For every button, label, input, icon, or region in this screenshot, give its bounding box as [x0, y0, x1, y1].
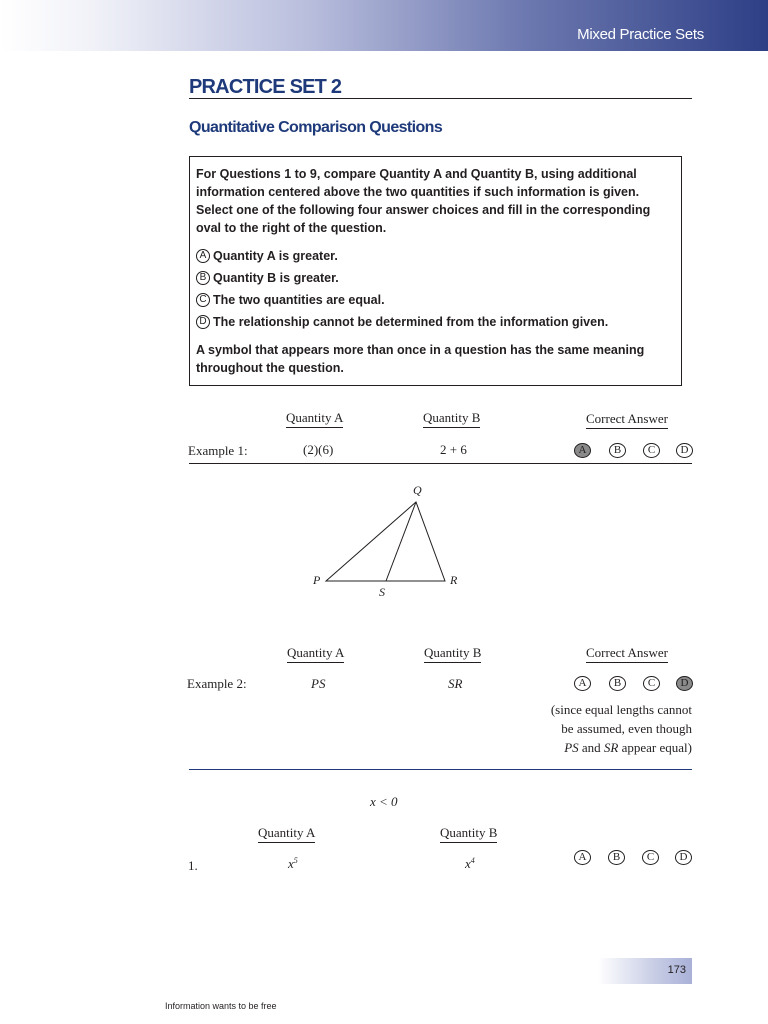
label-s: S: [379, 585, 385, 599]
note-and: and: [578, 740, 604, 755]
example2-note-line2: be assumed, even though: [561, 721, 692, 736]
example2-answer-header: Correct Answer: [586, 645, 668, 663]
page-number-tab: [598, 958, 692, 984]
question1-quantity-b-header: Quantity B: [440, 825, 497, 843]
page-title: PRACTICE SET 2: [189, 76, 342, 98]
answer-choice-c: [196, 289, 675, 311]
example2-quantity-b: SR: [448, 676, 463, 691]
example2-oval-d[interactable]: D: [676, 676, 693, 691]
title-divider: [189, 98, 692, 99]
example2-quantity-a-header: Quantity A: [287, 645, 344, 663]
question1-quantity-a: [288, 856, 298, 872]
example2-oval-b[interactable]: B: [609, 676, 626, 691]
symbol-note: A symbol that appears more than once in a question has the same meaning throughout the question.: [196, 343, 645, 375]
answer-choice-d: [196, 311, 675, 333]
example2-explanation: [492, 700, 692, 757]
example1-oval-d[interactable]: D: [676, 443, 693, 458]
example1-quantity-a: (2)(6): [303, 442, 334, 457]
label-p: P: [313, 573, 321, 587]
example1-oval-b[interactable]: B: [609, 443, 626, 458]
running-head: Mixed Practice Sets: [577, 26, 704, 43]
choice-c-text: The two quantities are equal.: [213, 293, 385, 307]
watermark: Information wants to be free: [165, 1001, 277, 1011]
choice-b-oval: B: [196, 271, 210, 285]
q1a-exponent: 5: [293, 856, 298, 865]
instructions-intro: For Questions 1 to 9, compare Quantity A and Quantity B, using additional information centered above the two quantities if such information is given. Select one of the following four answer choices and fill in the corresponding oval to the right of the question.: [196, 167, 651, 235]
note-sr: SR: [603, 740, 619, 755]
question1-quantity-b: [465, 856, 475, 872]
question1-oval-d[interactable]: D: [675, 850, 692, 865]
example1-quantity-a-header: Quantity A: [286, 410, 343, 428]
example1-divider: [189, 463, 692, 464]
instructions-box: [189, 156, 682, 386]
example2-note-line1: (since equal lengths cannot: [550, 702, 692, 717]
example2-quantity-a: PS: [311, 676, 326, 691]
example2-oval-a[interactable]: A: [574, 676, 591, 691]
question1-oval-b[interactable]: B: [608, 850, 625, 865]
question1-number: 1.: [188, 858, 198, 873]
choice-d-oval: D: [196, 315, 210, 329]
question1-quantity-a-header: Quantity A: [258, 825, 315, 843]
example1-answer-header: Correct Answer: [586, 411, 668, 429]
choice-c-oval: C: [196, 293, 210, 307]
label-r: R: [450, 573, 458, 587]
section-title: Quantitative Comparison Questions: [189, 119, 443, 136]
example2-oval-c[interactable]: C: [643, 676, 660, 691]
question1-oval-a[interactable]: A: [574, 850, 591, 865]
question1-oval-c[interactable]: C: [642, 850, 659, 865]
note-ps: PS: [564, 740, 579, 755]
example2-note-line3: [492, 738, 692, 757]
choice-b-text: Quantity B is greater.: [213, 271, 339, 285]
triangle-figure: [300, 478, 470, 603]
label-q: Q: [413, 483, 422, 497]
q1a-base: x: [288, 856, 294, 871]
segment-qs: [386, 502, 416, 581]
section-divider: [189, 769, 692, 770]
example1-label: Example 1:: [188, 443, 248, 458]
note-end: appear equal): [618, 740, 692, 755]
choice-d-text: The relationship cannot be determined from the information given.: [213, 315, 609, 329]
choice-a-text: Quantity A is greater.: [213, 249, 338, 263]
answer-choice-a: [196, 245, 675, 267]
choice-a-oval: A: [196, 249, 210, 263]
q1b-exponent: 4: [470, 856, 475, 865]
page-number: 173: [667, 964, 686, 976]
question1-condition: x < 0: [370, 794, 398, 809]
example1-quantity-b-header: Quantity B: [423, 410, 480, 428]
answer-choice-list: [196, 245, 675, 333]
triangle-pqr: [326, 502, 445, 581]
example1-oval-c[interactable]: C: [643, 443, 660, 458]
example2-label: Example 2:: [187, 676, 247, 691]
example1-oval-a[interactable]: A: [574, 443, 591, 458]
example2-quantity-b-header: Quantity B: [424, 645, 481, 663]
q1b-base: x: [465, 856, 471, 871]
answer-choice-b: [196, 267, 675, 289]
example1-quantity-b: 2 + 6: [440, 442, 467, 457]
